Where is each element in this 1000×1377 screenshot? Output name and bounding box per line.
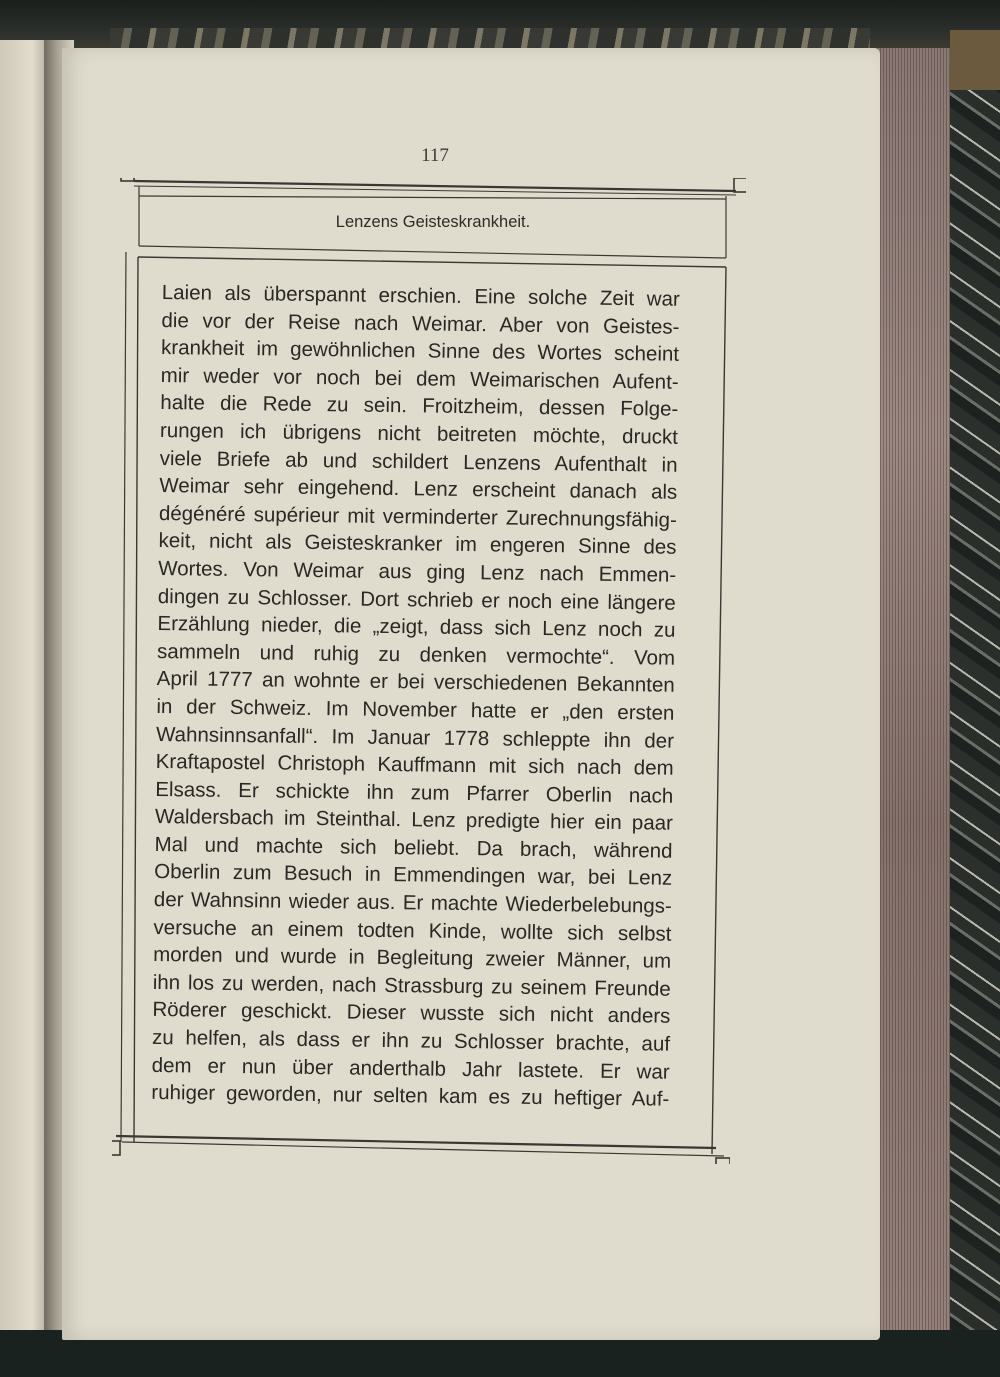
- text-line: sammeln und ruhig zu denken vermochte“. Vom: [156, 639, 676, 670]
- frame-corner: [716, 1158, 730, 1164]
- running-head: Lenzens Geisteskrankheit.: [335, 213, 531, 231]
- text-line: rungen ich übrigens nicht beitreten möchte, druckt: [159, 418, 679, 449]
- text-line: Waldersbach im Steinthal. Lenz predigte hier ein paar: [154, 805, 674, 836]
- text-line: keit, nicht als Geisteskranker im engeren Sinne des: [158, 529, 677, 560]
- text-line: Röderer geschickt. Dieser wusste sich nicht anders: [152, 998, 671, 1029]
- text-line: dégénéré supérieur mit verminderter Zurechnungsfähig-: [158, 501, 678, 532]
- text-line: ruhiger geworden, nur selten kam es zu heftiger Auf-: [151, 1081, 670, 1111]
- text-line: der Wahnsinn wieder aus. Er machte Wiederbelebungs-: [153, 888, 672, 918]
- text-line: Erzählung nieder, die „zeigt, dass sich Lenz noch zu: [157, 612, 676, 642]
- text-line: Weimar sehr eingehend. Lenz erscheint danach als: [159, 474, 678, 504]
- text-line: Elsass. Er schickte ihn zum Pfarrer Oberlin nach: [155, 777, 674, 808]
- text-line: die vor der Reise nach Weimar. Aber von Geistes-: [161, 308, 680, 339]
- frame-corner: [121, 178, 134, 181]
- text-line: mir weder vor noch bei dem Weimarischen Aufent-: [160, 363, 679, 394]
- text-line: krankheit im gewöhnlichen Sinne des Wortes scheint: [160, 336, 680, 366]
- body-text: [151, 279, 680, 1114]
- text-line: Mal und machte sich beliebt. Da brach, während: [154, 832, 673, 863]
- text-line: April 1777 an wohnte er bei verschiedenen Bekannten: [156, 667, 675, 698]
- text-line: Laien als überspannt erschien. Eine solche Zeit war: [161, 280, 680, 311]
- text-line: Wahnsinnsanfall“. Im Januar 1778 schleppte ihn der: [155, 722, 675, 753]
- text-line: versuche an einem todten Kinde, wollte sich selbst: [153, 915, 672, 946]
- text-line: ihn los zu werden, nach Strassburg zu seinem Freunde: [152, 970, 671, 1001]
- left-page-edge: [0, 40, 46, 1330]
- page-edges: [868, 48, 958, 1338]
- page-number: 117: [421, 145, 449, 166]
- marbled-board: [950, 30, 1000, 1377]
- text-line: viele Briefe ab und schildert Lenzens Aufenthalt in: [159, 446, 678, 477]
- frame-corner: [112, 1141, 120, 1155]
- frame-rule: [134, 181, 736, 191]
- text-line: dem er nun über anderthalb Jahr lastete. Er war: [151, 1053, 670, 1084]
- text-line: morden und wurde in Begleitung zweier Männer, um: [153, 943, 672, 973]
- text-line: Wortes. Von Weimar aus ging Lenz nach Emmen-: [158, 556, 677, 587]
- text-line: dingen zu Schlosser. Dort schrieb er noch eine längere: [157, 584, 676, 615]
- text-line: in der Schweiz. Im November hatte er „den ersten: [156, 694, 675, 725]
- leather-corner: [950, 30, 1000, 90]
- marbled-endpaper: [110, 28, 870, 48]
- text-line: Oberlin zum Besuch in Emmendingen war, bei Lenz: [154, 860, 673, 891]
- text-line: Kraftapostel Christoph Kauffmann mit sich nach dem: [155, 750, 674, 780]
- text-line: zu helfen, als dass er ihn zu Schlosser brachte, auf: [151, 1025, 671, 1056]
- text-line: halte die Rede zu sein. Froitzheim, dessen Folge-: [160, 391, 679, 422]
